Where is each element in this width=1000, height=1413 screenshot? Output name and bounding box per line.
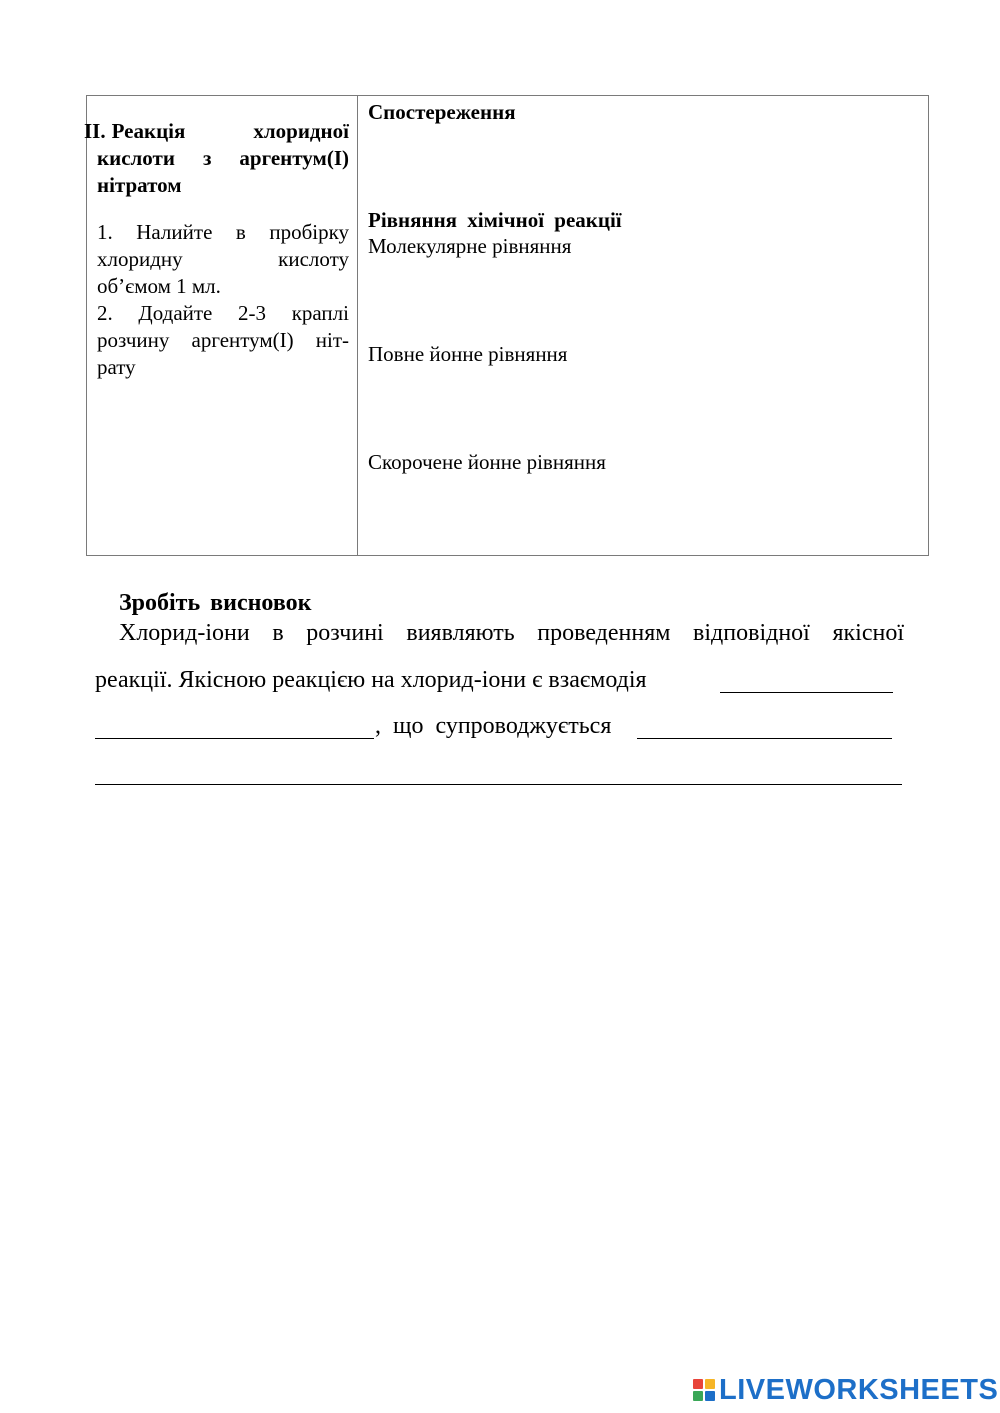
short-ionic-equation-label: Скорочене йонне рівняння — [368, 450, 606, 474]
answer-blank-3[interactable] — [637, 738, 892, 739]
task-title-word-b: хлоридної — [253, 119, 349, 143]
task-title-line1 — [84, 118, 349, 145]
step2-line2: розчину аргентум(I) ніт- — [97, 328, 349, 352]
table-divider — [357, 96, 358, 555]
step1-line3: об’ємом 1 мл. — [97, 274, 221, 298]
logo-square-green — [693, 1391, 703, 1401]
logo-square-red — [693, 1379, 703, 1389]
logo-square-yellow — [705, 1379, 715, 1389]
conclusion-heading: Зробіть висновок — [119, 590, 312, 616]
conclusion-line1: Хлорид-іони в розчині виявляють проведенням відповідної якісної — [119, 620, 904, 646]
step2-line1: 2. Додайте 2-3 краплі — [97, 301, 349, 325]
step1-line1: 1. Налийте в пробірку — [97, 220, 349, 244]
logo-text: LIVEWORKSHEETS — [719, 1373, 999, 1406]
molecular-equation-label: Молекулярне рівняння — [368, 234, 572, 258]
task-title-word-a: Реакція — [111, 119, 186, 143]
conclusion-line3-text: , що супроводжується — [375, 713, 612, 739]
answer-blank-2[interactable] — [95, 738, 374, 739]
conclusion-line2: реакції. Якісною реакцією на хлорид-іони є взаємодія — [95, 667, 647, 693]
task-title-num: II. — [84, 119, 106, 143]
answer-blank-4[interactable] — [95, 784, 902, 785]
logo-square-blue — [705, 1391, 715, 1401]
observation-label: Спостереження — [368, 100, 516, 124]
full-ionic-equation-label: Повне йонне рівняння — [368, 342, 568, 366]
logo-mark-icon — [693, 1379, 715, 1401]
task-title-line3: нітратом — [97, 173, 182, 197]
step2-line3: рату — [97, 355, 136, 379]
answer-blank-1[interactable] — [720, 692, 893, 693]
task-title-line2: кислоти з аргентум(I) — [97, 146, 349, 170]
task-table — [86, 95, 929, 556]
equation-label: Рівняння хімічної реакції — [368, 208, 622, 232]
liveworksheets-logo — [693, 1373, 998, 1407]
step1-line2: хлоридну кислоту — [97, 247, 349, 271]
